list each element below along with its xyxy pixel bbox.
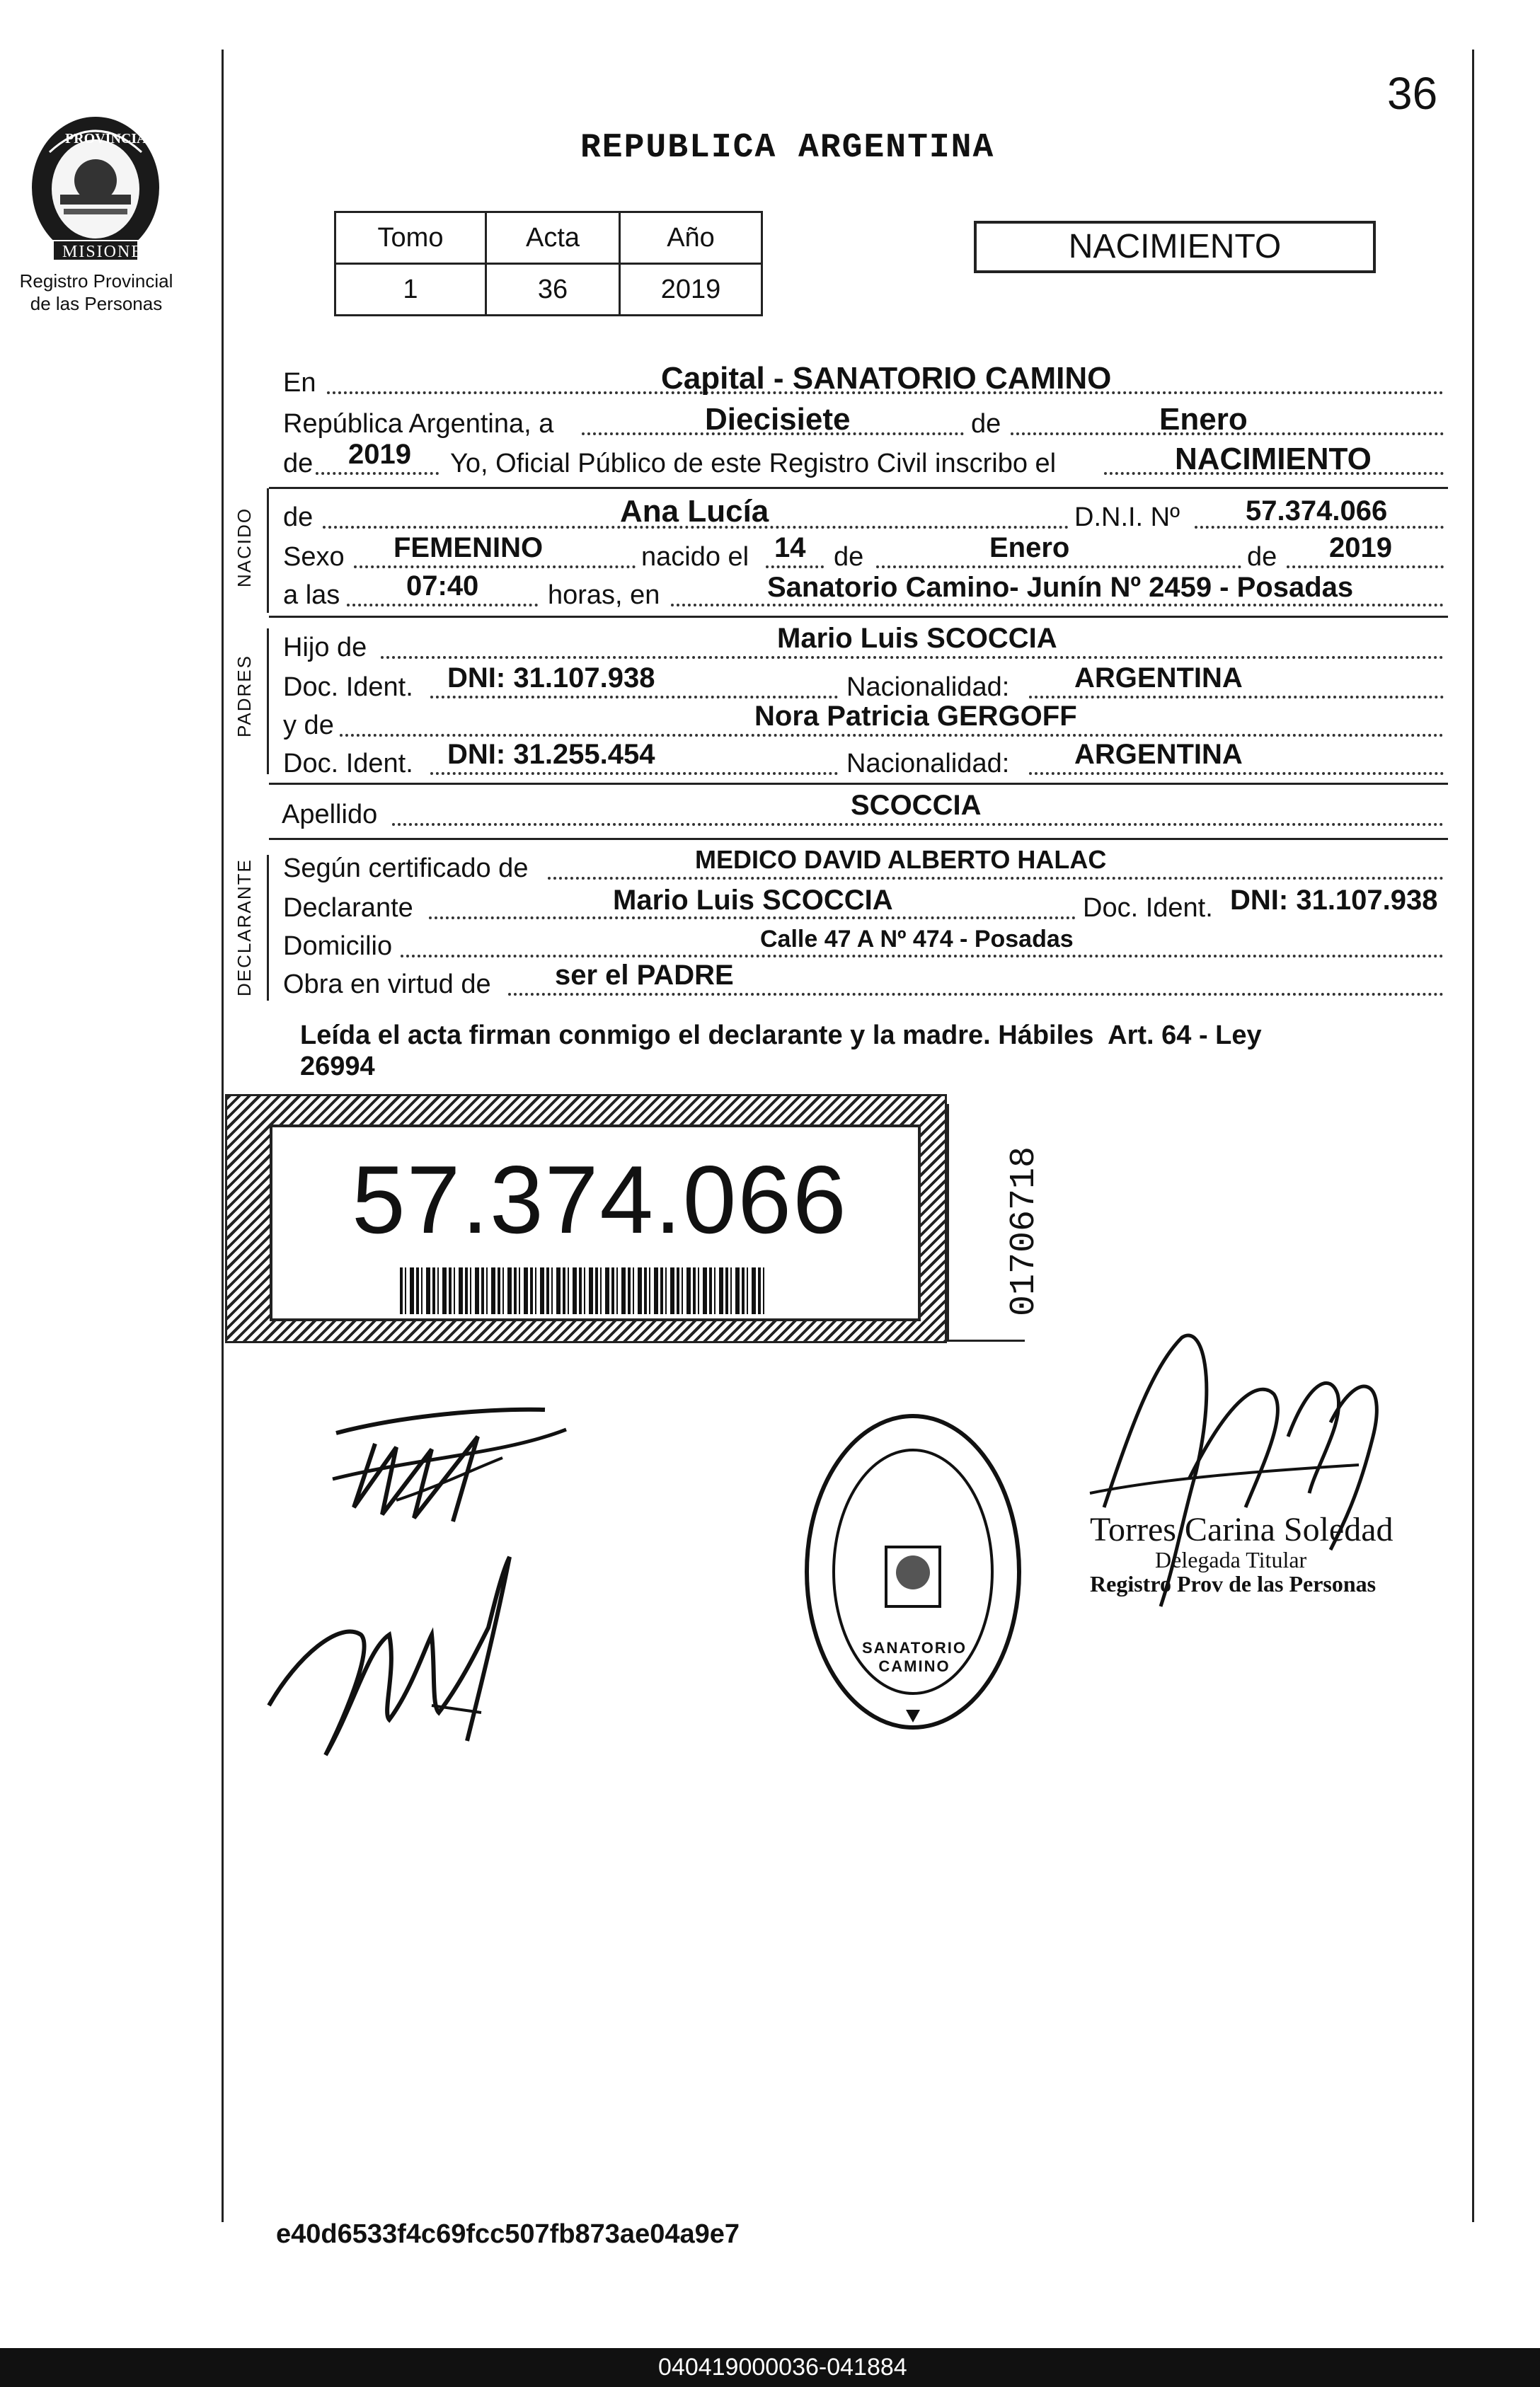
stamp-inner-text: SANATORIO CAMINO — [862, 1639, 967, 1675]
header-anio: Año — [620, 212, 762, 264]
value-tomo: 1 — [335, 264, 486, 316]
father-nat-dots — [1029, 696, 1444, 698]
dom-dots — [401, 955, 1444, 957]
hijo-label: Hijo de — [283, 633, 367, 662]
day-value: Diecisiete — [705, 402, 851, 437]
footer-band — [0, 2348, 1540, 2387]
record-table — [334, 211, 763, 316]
republica-label: República Argentina, a — [283, 409, 554, 439]
decl-doc-label: Doc. Ident. — [1083, 893, 1213, 923]
right-margin-line — [1472, 50, 1474, 2222]
page-title: REPUBLICA ARGENTINA — [580, 129, 995, 167]
registry-stamp — [800, 1405, 1026, 1738]
divider-4 — [269, 838, 1448, 840]
birth-day: 14 — [774, 532, 806, 563]
official-role: Delegada Titular — [1155, 1547, 1307, 1572]
closing-line-2: 26994 — [300, 1052, 375, 1081]
horas-label: horas, en — [548, 580, 660, 610]
mother-dots — [340, 734, 1444, 737]
sticker-number: 57.374.066 — [352, 1146, 848, 1253]
child-name: Ana Lucía — [620, 494, 769, 529]
father-dots — [381, 656, 1444, 659]
registry-caption-2: de las Personas — [30, 293, 163, 314]
sexo-dots — [354, 565, 636, 568]
registry-logo — [21, 110, 170, 265]
father-doc: DNI: 31.107.938 — [447, 662, 655, 694]
sexo-value: FEMENINO — [393, 532, 544, 563]
dom-label: Domicilio — [283, 931, 393, 961]
signature-madre — [255, 1529, 580, 1783]
year-value: 2019 — [348, 439, 411, 470]
padres-bracket — [267, 628, 269, 774]
nacido-side-label: NACIDO — [234, 507, 255, 587]
republica-de-label: de — [971, 409, 1001, 439]
sticker-inner-panel — [270, 1125, 921, 1321]
mother-doc-label: Doc. Ident. — [283, 749, 413, 778]
month-value: Enero — [1159, 402, 1248, 437]
sticker-serial — [947, 1104, 1045, 1342]
obra-value: ser el PADRE — [555, 960, 734, 991]
logo-top-text: PROVINCIA DE — [65, 131, 170, 146]
birth-time: 07:40 — [406, 570, 479, 602]
nacido-year-dots — [1287, 565, 1444, 568]
value-acta: 36 — [486, 264, 620, 316]
nacido-bracket — [267, 488, 269, 613]
alas-label: a las — [283, 580, 340, 610]
declarante-bracket — [267, 855, 269, 1001]
header-tomo: Tomo — [335, 212, 486, 264]
child-dni: 57.374.066 — [1246, 495, 1388, 527]
padres-side-label: PADRES — [234, 655, 255, 737]
nacido-de-label-3: de — [1247, 542, 1277, 572]
father-nationality: ARGENTINA — [1074, 662, 1243, 694]
logo-bottom-text: MISIONES — [62, 243, 154, 261]
obra-label: Obra en virtud de — [283, 970, 491, 999]
year-de-label: de — [283, 449, 314, 478]
left-margin-line — [222, 50, 224, 2222]
act-type-label: NACIMIENTO — [1068, 228, 1282, 265]
registry-caption-1: Registro Provincial — [19, 270, 173, 292]
page-number: 36 — [1387, 68, 1438, 119]
en-label: En — [283, 368, 316, 398]
mother-nat-label: Nacionalidad: — [846, 749, 1010, 778]
inscribe-value: NACIMIENTO — [1175, 442, 1372, 476]
apellido-dots — [392, 823, 1444, 826]
oficial-text: Yo, Oficial Público de este Registro Civil inscribo el — [450, 449, 1057, 478]
apellido-value: SCOCCIA — [851, 790, 982, 821]
value-anio: 2019 — [620, 264, 762, 316]
cert-dots — [548, 877, 1444, 880]
alas-dots — [347, 604, 538, 606]
nacido-el-label: nacido el — [641, 542, 749, 572]
nacido-de-label-2: de — [834, 542, 864, 572]
official-name: Torres Carina Soledad — [1090, 1511, 1394, 1548]
cert-value: MEDICO DAVID ALBERTO HALAC — [695, 845, 1107, 874]
nacido-month-dots — [876, 565, 1241, 568]
nacido-day-dots — [766, 565, 824, 568]
signature-oficial — [1076, 1295, 1472, 1691]
footer-code: 040419000036-041884 — [658, 2354, 907, 2381]
father-name: Mario Luis SCOCCIA — [777, 623, 1057, 654]
en-value: Capital - SANATORIO CAMINO — [661, 361, 1112, 396]
birth-month: Enero — [989, 532, 1070, 563]
closing-line-1: Leída el acta firman conmigo el declarante y la madre. Hábiles Art. 64 - Ley — [300, 1020, 1262, 1050]
father-nat-label: Nacionalidad: — [846, 672, 1010, 702]
divider-2 — [269, 616, 1448, 618]
nacido-de-label: de — [283, 502, 314, 532]
divider-3 — [269, 783, 1448, 785]
cert-label: Según certificado de — [283, 853, 529, 883]
dom-value: Calle 47 A Nº 474 - Posadas — [760, 926, 1074, 953]
father-doc-label: Doc. Ident. — [283, 672, 413, 702]
mother-doc: DNI: 31.255.454 — [447, 739, 655, 770]
mother-nat-dots — [1029, 772, 1444, 775]
apellido-label: Apellido — [282, 800, 378, 829]
dni-label: D.N.I. Nº — [1074, 502, 1180, 532]
official-office: Registro Prov de las Personas — [1090, 1571, 1377, 1597]
sticker-serial-text: 01706718 — [1004, 1146, 1045, 1316]
father-doc-dots — [430, 696, 838, 698]
dni-sticker — [225, 1094, 947, 1343]
sexo-label: Sexo — [283, 542, 345, 572]
divider-1 — [269, 487, 1448, 489]
obra-dots — [508, 993, 1444, 996]
act-type-box — [974, 221, 1376, 273]
birth-year: 2019 — [1329, 532, 1392, 563]
birth-place: Sanatorio Camino- Junín Nº 2459 - Posadas — [767, 572, 1354, 603]
year-dots — [316, 472, 439, 475]
place-dots — [671, 604, 1444, 606]
yde-label: y de — [283, 711, 334, 740]
decl-doc-value: DNI: 31.107.938 — [1230, 885, 1438, 916]
declarante-side-label: DECLARANTE — [234, 858, 255, 996]
header-acta: Acta — [486, 212, 620, 264]
sticker-barcode — [400, 1267, 768, 1314]
mother-nationality: ARGENTINA — [1074, 739, 1243, 770]
mother-doc-dots — [430, 772, 838, 775]
decl-value: Mario Luis SCOCCIA — [613, 885, 893, 916]
decl-label: Declarante — [283, 893, 413, 923]
decl-dots — [429, 916, 1076, 919]
mother-name: Nora Patricia GERGOFF — [754, 701, 1077, 732]
document-hash: e40d6533f4c69fcc507fb873ae04a9e7 — [276, 2219, 740, 2249]
